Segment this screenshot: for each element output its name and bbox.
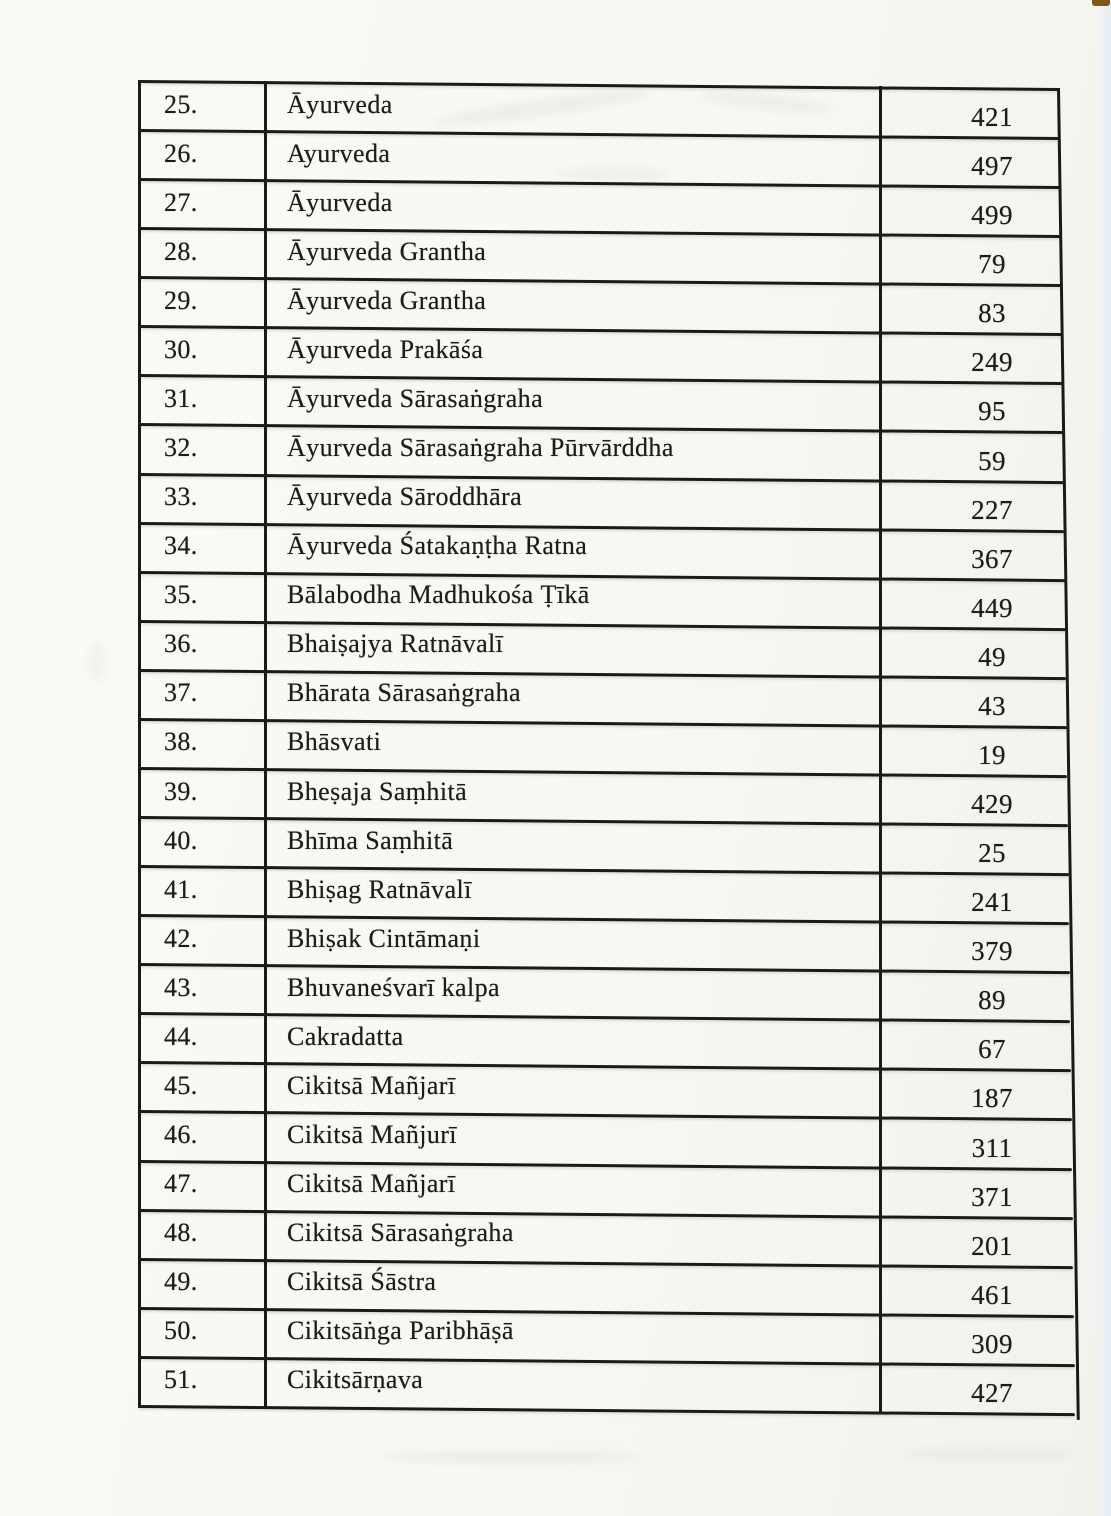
title-cell: Cikitsā Mañjarī xyxy=(287,1070,456,1100)
serial-number-cell: 41. xyxy=(164,874,198,904)
serial-number-cell: 29. xyxy=(164,285,198,315)
page-number-cell: 89 xyxy=(978,985,1006,1016)
title-cell: Cikitsāṅga Paribhāṣā xyxy=(287,1316,514,1346)
serial-number-cell: 37. xyxy=(164,678,198,708)
serial-number-cell: 26. xyxy=(164,138,198,168)
serial-number-cell: 50. xyxy=(164,1316,198,1346)
page-number-cell: 19 xyxy=(978,739,1006,770)
page-number-cell: 449 xyxy=(971,592,1013,623)
page-number-cell: 25 xyxy=(978,838,1006,869)
title-cell: Cikitsārṇava xyxy=(287,1365,424,1395)
table-column-separator-2 xyxy=(879,86,882,1414)
page-number-cell: 95 xyxy=(978,396,1006,427)
serial-number-cell: 43. xyxy=(164,972,198,1002)
title-cell: Cikitsā Mañjarī xyxy=(287,1169,456,1199)
serial-number-cell: 27. xyxy=(164,187,198,217)
title-cell: Bhiṣag Ratnāvalī xyxy=(287,874,472,904)
serial-number-cell: 40. xyxy=(164,825,198,855)
title-cell: Bhiṣak Cintāmaṇi xyxy=(287,923,481,953)
title-cell: Bālabodha Madhukośa Ṭīkā xyxy=(287,580,590,610)
page-number-cell: 49 xyxy=(978,641,1006,672)
page-number-cell: 461 xyxy=(971,1279,1013,1310)
serial-number-cell: 31. xyxy=(164,383,198,413)
title-cell: Cikitsā Sārasaṅgraha xyxy=(287,1218,514,1248)
page-number-cell: 499 xyxy=(971,200,1013,231)
table-column-separator-1 xyxy=(264,81,267,1409)
title-cell: Cakradatta xyxy=(287,1021,404,1051)
title-cell: Bhaiṣajya Ratnāvalī xyxy=(287,629,504,659)
page-edge-strip xyxy=(1095,0,1111,1516)
page-number-cell: 79 xyxy=(978,249,1006,280)
serial-number-cell: 28. xyxy=(164,236,198,266)
page-number-cell: 241 xyxy=(971,887,1013,918)
title-cell: Ayurveda xyxy=(287,138,391,168)
page-number-cell: 187 xyxy=(971,1083,1013,1114)
title-cell: Cikitsā Mañjurī xyxy=(287,1120,457,1149)
title-cell: Āyurveda Sārasaṅgraha xyxy=(287,383,544,413)
title-cell: Āyurveda Śatakaṇṭha Ratna xyxy=(287,531,588,561)
title-cell: Āyurveda Prakāśa xyxy=(287,334,484,364)
serial-number-cell: 34. xyxy=(164,531,198,561)
serial-number-cell: 51. xyxy=(164,1365,198,1395)
serial-number-cell: 46. xyxy=(164,1120,198,1149)
title-cell: Āyurveda Grantha xyxy=(287,285,487,315)
contents-table xyxy=(138,80,1083,1425)
serial-number-cell: 39. xyxy=(164,776,198,806)
title-cell: Āyurveda Grantha xyxy=(287,236,487,266)
page-number-cell: 227 xyxy=(971,494,1013,525)
title-cell: Āyurveda Sāroddhāra xyxy=(287,482,523,512)
title-cell: Āyurveda Sārasaṅgraha Pūrvārddha xyxy=(287,433,674,463)
page-number-cell: 379 xyxy=(971,936,1013,967)
page-number-cell: 427 xyxy=(971,1377,1013,1408)
corner-mark xyxy=(1092,0,1110,6)
page-number-cell: 83 xyxy=(978,298,1006,329)
title-cell: Bhāsvati xyxy=(287,727,382,757)
page-number-cell: 497 xyxy=(971,151,1013,182)
serial-number-cell: 48. xyxy=(164,1218,198,1248)
title-cell: Cikitsā Śāstra xyxy=(287,1267,437,1297)
scan-smudge xyxy=(900,1448,1080,1460)
table-left-border xyxy=(138,80,141,1408)
title-cell: Āyurveda xyxy=(287,187,393,217)
scan-smudge xyxy=(380,1452,640,1462)
title-cell: Bheṣaja Saṃhitā xyxy=(287,776,468,806)
serial-number-cell: 44. xyxy=(164,1021,198,1051)
page-number-cell: 309 xyxy=(971,1328,1013,1359)
serial-number-cell: 49. xyxy=(164,1267,198,1297)
page-number-cell: 249 xyxy=(971,347,1013,378)
serial-number-cell: 25. xyxy=(164,89,198,119)
page-number-cell: 59 xyxy=(978,445,1006,476)
page-number-cell: 201 xyxy=(971,1230,1013,1261)
title-cell: Bhārata Sārasaṅgraha xyxy=(287,678,521,708)
serial-number-cell: 30. xyxy=(164,334,198,364)
serial-number-cell: 47. xyxy=(164,1169,198,1199)
scan-smudge xyxy=(88,640,106,682)
title-cell: Bhīma Saṃhitā xyxy=(287,825,454,855)
serial-number-cell: 38. xyxy=(164,727,198,757)
page-number-cell: 429 xyxy=(971,789,1013,819)
serial-number-cell: 33. xyxy=(164,482,198,512)
serial-number-cell: 32. xyxy=(164,433,198,463)
page-number-cell: 67 xyxy=(978,1034,1006,1065)
title-cell: Āyurveda xyxy=(287,89,393,119)
serial-number-cell: 45. xyxy=(164,1070,198,1100)
page-number-cell: 311 xyxy=(971,1132,1013,1163)
serial-number-cell: 36. xyxy=(164,629,198,659)
page-number-cell: 371 xyxy=(971,1181,1013,1212)
serial-number-cell: 42. xyxy=(164,923,198,953)
title-cell: Bhuvaneśvarī kalpa xyxy=(287,972,500,1002)
serial-number-cell: 35. xyxy=(164,580,198,610)
page-number-cell: 367 xyxy=(971,543,1013,574)
page-number-cell: 43 xyxy=(978,690,1006,721)
page-number-cell: 421 xyxy=(971,102,1013,133)
